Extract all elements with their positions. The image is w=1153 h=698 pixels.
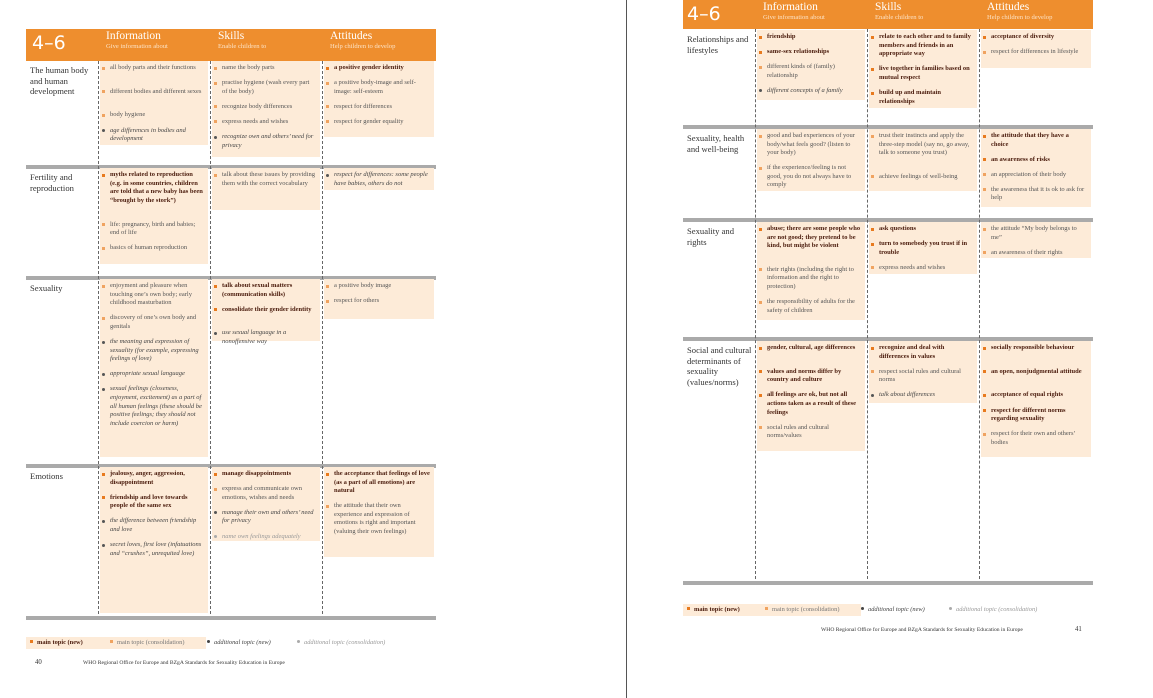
topic-item [879, 240, 973, 257]
bullet-marker [759, 135, 762, 138]
topic-item [767, 63, 861, 80]
bullet-marker [214, 535, 217, 538]
bullet-marker [871, 347, 874, 350]
bullet-marker [214, 120, 217, 123]
topic-label: Fertility and reproduction [30, 172, 74, 193]
topic-item-text: socially responsible behaviour [991, 344, 1075, 351]
topic-item [110, 64, 204, 73]
bullet-marker [102, 388, 105, 391]
topic-item-text: age differences in bodies and development [110, 126, 186, 143]
topic-item [991, 368, 1087, 377]
topic-item-text: all body parts and their functions [110, 64, 196, 71]
legend-marker [687, 607, 690, 610]
column-header-attitudes [987, 1, 1052, 22]
topic-item-text: recognize and deal with differences in values [879, 344, 945, 360]
topic-item [991, 132, 1087, 149]
topic-label: Sexuality, health and well-being [687, 133, 745, 154]
topic-item-text: a positive gender identity [334, 64, 404, 71]
topic-label: Sexuality [30, 283, 63, 293]
column-header-information [763, 1, 825, 22]
topic-item [991, 225, 1087, 242]
topic-item-text: a positive body-image and self-image: self-esteem [334, 79, 416, 95]
topic-item [334, 79, 430, 96]
column-header-skills [875, 1, 923, 22]
legend-item [293, 637, 411, 649]
bullet-marker [102, 496, 105, 499]
bullet-marker [983, 228, 986, 231]
topic-item-text: abuse; there are some people who are not good; they pretend to be kind, but might be violent [767, 225, 861, 250]
topic-item [767, 266, 861, 292]
topic-item-text: relate to each other and to family members and friends in an appropriate way [879, 33, 971, 58]
header-bar [26, 29, 436, 61]
topic-item-text: respect social rules and cultural norms [879, 367, 961, 384]
bullet-marker [102, 473, 105, 476]
column-divider [210, 61, 211, 614]
topic-item-text: values and norms differ by country and culture [767, 367, 842, 384]
column-header-information [106, 30, 168, 51]
topic-item-text: appropriate sexual language [110, 370, 185, 378]
bullet-marker [983, 135, 986, 138]
topic-item-text: a positive body image [334, 282, 392, 289]
topic-item [991, 48, 1087, 57]
column-header-subtitle: Enable children to [218, 43, 267, 50]
topic-item-text: an awareness of risks [991, 155, 1050, 163]
topic-item-text: the responsibility of adults for the safety of children [767, 298, 855, 314]
topic-item [222, 533, 316, 542]
topic-item [222, 118, 316, 127]
legend-marker [110, 640, 113, 643]
topic-item-text: life: pregnancy, birth and babies; end of life [110, 220, 196, 237]
legend-label: additional topic (new) [868, 606, 925, 613]
topic-item-text: an open, nonjudgmental attitude [991, 367, 1082, 375]
bullet-marker [102, 317, 105, 320]
topic-item [879, 89, 973, 106]
bullet-marker [214, 332, 217, 335]
bullet-marker [983, 394, 986, 397]
column-divider [98, 61, 99, 614]
topic-item [222, 171, 316, 188]
topic-item [334, 103, 430, 112]
bullet-marker [983, 51, 986, 54]
topic-item [879, 391, 973, 400]
topic-item [110, 338, 204, 364]
legend-label: additional topic (consolidation) [304, 639, 386, 646]
topic-item [879, 173, 973, 182]
topic-item-text: use sexual language in a nonoffensive way [222, 329, 287, 345]
topic-item [110, 111, 204, 120]
topic-item [110, 127, 204, 144]
topic-item-text: ask questions [879, 225, 917, 232]
topic-item-text: the attitude that they have a choice [991, 132, 1069, 148]
topic-item-text: the acceptance that feelings of love (as a part of all emotions) are natural [334, 470, 430, 495]
topic-item-text: acceptance of equal rights [991, 391, 1064, 399]
bullet-marker [214, 308, 217, 311]
topic-item-text: friendship [767, 33, 796, 40]
topic-item [110, 244, 204, 253]
bullet-marker [102, 223, 105, 226]
legend-marker [949, 607, 952, 610]
topic-item [767, 164, 861, 190]
bullet-marker [871, 92, 874, 95]
topic-item-text: their rights (including the right to information and the right to protection) [767, 265, 854, 291]
column-header-subtitle: Give information about [763, 14, 825, 21]
bullet-marker [759, 51, 762, 54]
bullet-marker [871, 243, 874, 246]
topic-item [879, 344, 973, 361]
topic-item [110, 88, 204, 97]
topic-item-text: respect for differences [334, 102, 392, 110]
topic-item [334, 470, 430, 496]
topic-item [222, 79, 316, 96]
topic-item [110, 221, 204, 238]
topic-item [222, 329, 316, 346]
column-header-subtitle: Help children to develop [330, 43, 396, 50]
bullet-marker [326, 82, 329, 85]
topic-item-text: the attitude “My body belongs to me” [991, 225, 1077, 241]
bullet-marker [759, 301, 762, 304]
topic-item-text: consolidate their gender identity [222, 305, 312, 313]
topic-item-text: social rules and cultural norms/values [767, 423, 829, 440]
bullet-marker [326, 473, 329, 476]
topic-item-text: discovery of one’s own body and genitals [110, 314, 197, 330]
legend-marker [861, 607, 864, 610]
legend-item [945, 604, 1059, 616]
legend-label: main topic (consolidation) [117, 639, 185, 646]
topic-item [334, 64, 430, 73]
topic-item-text: express needs and wishes [879, 263, 946, 271]
topic-item [767, 87, 861, 96]
bullet-marker [214, 136, 217, 139]
bullet-marker [759, 268, 762, 271]
bullet-marker [871, 266, 874, 269]
topic-item [767, 344, 861, 353]
age-group-label: 4–6 [687, 3, 721, 25]
topic-item [334, 502, 430, 536]
topic-item-text: an awareness of their rights [991, 248, 1063, 256]
bullet-marker [326, 105, 329, 108]
legend-marker [297, 640, 300, 643]
topic-label: Relationships and lifestyles [687, 34, 749, 55]
bullet-marker [326, 505, 329, 508]
topic-item-text: the difference between friendship and love [110, 517, 197, 533]
topic-item [110, 541, 204, 558]
topic-item-text: talk about sexual matters (communication skills) [222, 282, 293, 298]
topic-item-text: friendship and love towards people of the same sex [110, 493, 188, 510]
topic-cell [100, 467, 208, 613]
topic-item-text: jealousy, anger, aggression, disappointment [110, 470, 185, 486]
bullet-marker [759, 228, 762, 231]
legend-item [203, 637, 295, 649]
legend-item [683, 604, 761, 616]
bullet-marker [871, 135, 874, 138]
column-divider [755, 29, 756, 579]
legend-label: main topic (consolidation) [772, 606, 840, 613]
topic-item [110, 470, 204, 487]
bullet-marker [326, 67, 329, 70]
legend-item [761, 604, 861, 616]
bullet-marker [983, 251, 986, 254]
topic-item [334, 171, 430, 188]
bullet-marker [983, 158, 986, 161]
bullet-marker [102, 67, 105, 70]
legend-label: additional topic (new) [214, 639, 271, 646]
bullet-marker [871, 370, 874, 373]
legend-label: main topic (new) [694, 606, 740, 613]
bullet-marker [102, 90, 105, 93]
topic-item-text: all feelings are ok, but not all actions taken as a result of these feelings [767, 391, 857, 416]
column-header-attitudes [330, 30, 395, 51]
bullet-marker [759, 370, 762, 373]
topic-item-text: trust their instincts and apply the three-step model (say no, go away, talk to someone you trust) [879, 132, 970, 157]
topic-item [767, 33, 861, 42]
column-header-title: Information [763, 1, 818, 13]
bullet-marker [102, 285, 105, 288]
topic-item [222, 282, 316, 299]
topic-item-text: turn to somebody you trust if in trouble [879, 240, 968, 256]
bullet-marker [983, 347, 986, 350]
bullet-marker [326, 285, 329, 288]
topic-item [991, 391, 1087, 400]
topic-item [110, 370, 204, 379]
topic-item [222, 103, 316, 112]
column-divider [867, 29, 868, 579]
topic-item [334, 282, 430, 291]
topic-item [879, 65, 973, 82]
topic-item-text: an appreciation of their body [991, 170, 1067, 178]
column-header-title: Attitudes [987, 1, 1030, 13]
topic-item-text: manage disappointments [222, 470, 292, 477]
topic-label: The human body and human development [30, 65, 89, 96]
bullet-marker [871, 175, 874, 178]
bullet-marker [214, 473, 217, 476]
page-number: 40 [35, 659, 42, 666]
legend-label: main topic (new) [37, 639, 83, 646]
column-divider [322, 61, 323, 614]
topic-item-text: different bodies and different sexes [110, 87, 202, 95]
topic-item-text: if the experience/feeling is not good, you do not always have to comply [767, 164, 852, 189]
legend-marker [30, 640, 33, 643]
column-header-title: Skills [218, 30, 245, 42]
topic-item [879, 264, 973, 273]
topic-item-text: manage their own and others’ need for privacy [222, 508, 314, 525]
topic-item [767, 424, 861, 441]
column-header-title: Skills [875, 1, 902, 13]
topic-item-text: acceptance of diversity [991, 33, 1055, 40]
topic-item [222, 133, 316, 150]
legend-marker [207, 640, 210, 643]
bullet-marker [102, 129, 105, 132]
topic-item-text: basics of human reproduction [110, 244, 188, 252]
bullet-marker [102, 247, 105, 250]
topic-item [879, 225, 973, 234]
topic-item-text: the attitude that their own experience and expression of emotions is right and important (valuing their own feelings) [334, 502, 416, 536]
bullet-marker [983, 409, 986, 412]
topic-item [767, 368, 861, 385]
header-bar [683, 0, 1093, 29]
column-header-title: Information [106, 30, 161, 42]
bullet-marker [102, 520, 105, 523]
legend-item [857, 604, 945, 616]
legend-item [26, 637, 106, 649]
bullet-marker [214, 488, 217, 491]
topic-item [222, 64, 316, 73]
topic-item [767, 391, 861, 417]
topic-item-text: secret loves, first love (infatuations and “crushes”, unrequited love) [110, 541, 202, 557]
topic-item-text: different kinds of (family) relationship [767, 63, 835, 79]
topic-item-text: respect for gender equality [334, 117, 404, 125]
column-divider [979, 29, 980, 579]
topic-item-text: the meaning and expression of sexuality (for example, expressing feelings of love) [110, 338, 199, 363]
topic-item [110, 517, 204, 534]
topic-item [110, 171, 204, 205]
topic-item-text: practise hygiene (wash every part of the body) [222, 79, 310, 95]
column-header-subtitle: Help children to develop [987, 14, 1053, 21]
topic-item [222, 485, 316, 502]
column-header-title: Attitudes [330, 30, 373, 42]
bullet-marker [326, 174, 329, 177]
topic-item-text: talk about these issues by providing them with the correct vocabulary [222, 171, 315, 187]
topic-item [334, 297, 430, 306]
legend-marker [765, 607, 768, 610]
bullet-marker [759, 426, 762, 429]
topic-item [110, 385, 204, 428]
bullet-marker [326, 300, 329, 303]
topic-item [991, 344, 1087, 353]
topic-item-text: recognize body differences [222, 102, 293, 110]
topic-item-text: respect for differences: some people have babies, others do not [334, 171, 428, 187]
bullet-marker [759, 167, 762, 170]
bullet-marker [983, 188, 986, 191]
topic-item-text: talk about differences [879, 391, 936, 399]
bullet-marker [214, 105, 217, 108]
topic-item [110, 282, 204, 308]
topic-item [879, 132, 973, 158]
topic-item-text: enjoyment and pleasure when touching one’s own body; early childhood masturbation [110, 282, 192, 307]
page-number: 41 [1075, 626, 1082, 633]
bullet-marker [871, 36, 874, 39]
bullet-marker [759, 66, 762, 69]
column-header-subtitle: Give information about [106, 43, 168, 50]
topic-label: Social and cultural determinants of sexuality (values/norms) [687, 345, 752, 387]
topic-item-text: build up and maintain relationships [879, 89, 941, 105]
row-separator [26, 616, 436, 620]
topic-item-text: achieve feelings of well-being [879, 172, 958, 180]
topic-item [110, 494, 204, 511]
topic-item-text: recognize own and others’ need for privacy [222, 133, 314, 149]
bullet-marker [214, 285, 217, 288]
bullet-marker [102, 174, 105, 177]
bullet-marker [214, 174, 217, 177]
row-separator [683, 581, 1093, 585]
footer-text: WHO Regional Office for Europe and BZgA Standards for Sexuality Education in Europe [83, 660, 285, 666]
topic-item-text: name the body parts [222, 64, 275, 71]
bullet-marker [102, 341, 105, 344]
bullet-marker [102, 544, 105, 547]
topic-item-text: myths related to reproduction (e.g. in some countries, children are told that a new baby has been “brought by the stork”) [110, 171, 203, 204]
topic-item-text: the awareness that it is ok to ask for help [991, 185, 1085, 202]
bullet-marker [871, 394, 874, 397]
bullet-marker [983, 36, 986, 39]
topic-item-text: live together in families based on mutual respect [879, 65, 970, 81]
topic-item [991, 33, 1087, 42]
topic-item [991, 186, 1087, 203]
topic-item [767, 48, 861, 57]
topic-label: Emotions [30, 471, 63, 481]
bullet-marker [102, 114, 105, 117]
topic-item-text: name own feelings adequately [222, 532, 301, 540]
topic-item-text: respect for others [334, 297, 380, 305]
bullet-marker [983, 433, 986, 436]
bullet-marker [759, 394, 762, 397]
topic-item-text: different concepts of a family [767, 86, 843, 94]
topic-item [222, 509, 316, 526]
legend-item [106, 637, 206, 649]
age-group-label: 4–6 [32, 32, 66, 54]
bullet-marker [983, 370, 986, 373]
bullet-marker [759, 347, 762, 350]
column-header-skills [218, 30, 266, 51]
topic-item [991, 249, 1087, 258]
legend-label: additional topic (consolidation) [956, 606, 1038, 613]
topic-item [222, 306, 316, 315]
bullet-marker [759, 36, 762, 39]
topic-item-text: body hygiene [110, 111, 146, 119]
bullet-marker [214, 67, 217, 70]
bullet-marker [871, 68, 874, 71]
topic-item-text: gender, cultural, age differences [767, 344, 856, 351]
topic-item [879, 368, 973, 385]
column-header-subtitle: Enable children to [875, 14, 924, 21]
topic-item-text: respect for different norms regarding sexuality [991, 406, 1066, 423]
topic-item-text: sexual feelings (closeness, enjoyment, excitement) as a part of all human feelings (these should be positive feelings; they should not include coercion or harm) [110, 385, 202, 427]
topic-label: Sexuality and rights [687, 226, 735, 247]
topic-item [110, 314, 204, 331]
bullet-marker [214, 82, 217, 85]
topic-item [767, 132, 861, 158]
topic-item [991, 171, 1087, 180]
topic-item-text: respect for their own and others’ bodies [991, 430, 1076, 446]
topic-item [991, 430, 1087, 447]
topic-item [222, 470, 316, 479]
topic-item-text: good and bad experiences of your body/what feels good? (listen to your body) [767, 132, 855, 157]
bullet-marker [102, 373, 105, 376]
topic-item [767, 298, 861, 315]
topic-item [334, 118, 430, 127]
bullet-marker [326, 120, 329, 123]
topic-item-text: same-sex relationships [767, 48, 830, 56]
topic-item-text: express needs and wishes [222, 117, 289, 125]
footer-text: WHO Regional Office for Europe and BZgA Standards for Sexuality Education in Europe [821, 627, 1023, 633]
topic-item [879, 33, 973, 59]
bullet-marker [871, 228, 874, 231]
topic-item [991, 407, 1087, 424]
topic-item-text: express and communicate own emotions, wishes and needs [222, 485, 302, 501]
bullet-marker [983, 173, 986, 176]
page-right [626, 0, 1153, 698]
topic-item-text: respect for differences in lifestyle [991, 48, 1079, 56]
topic-item [767, 225, 861, 251]
topic-item [991, 156, 1087, 165]
